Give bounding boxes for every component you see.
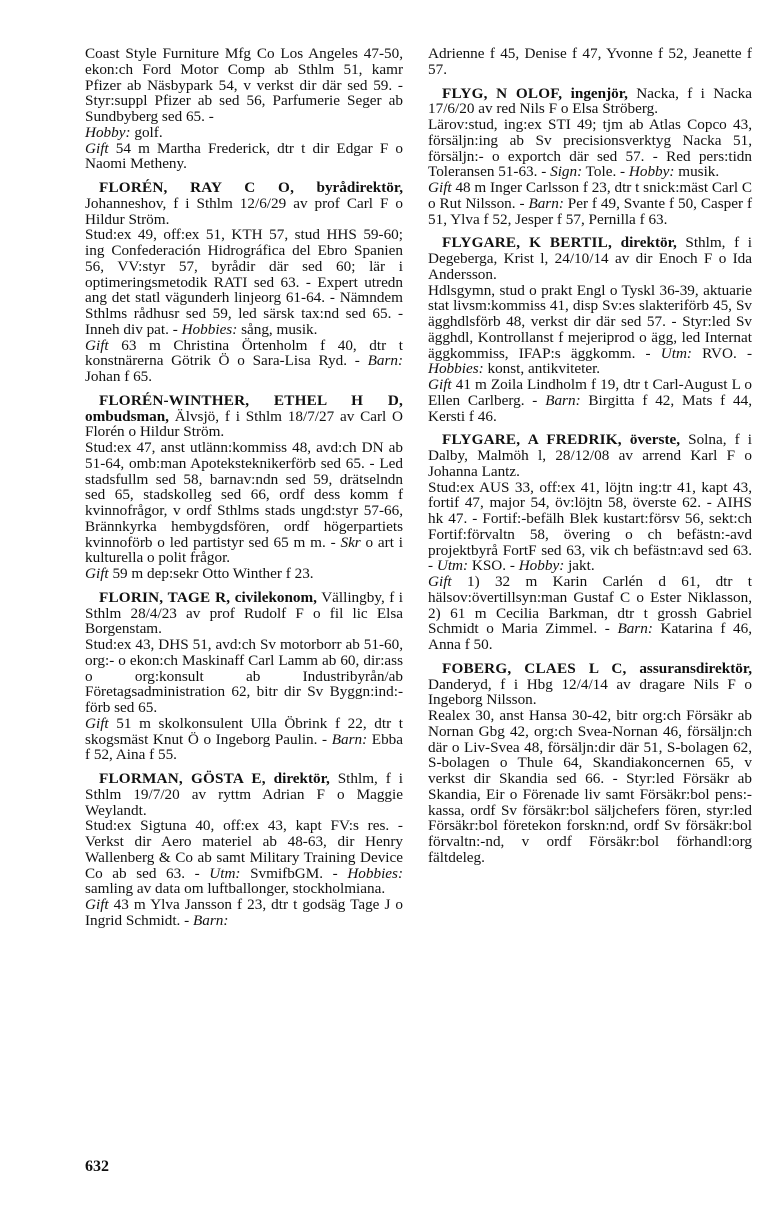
entry-name: FLYGARE, A FREDRIK, [442, 431, 622, 449]
barn-label: Barn: [545, 391, 581, 409]
gift-label: Gift [428, 376, 452, 393]
entry-title: civilekonom, [230, 588, 317, 606]
entry-text: Adrienne f 45, Denise f 47, Yvonne f 52, Jeanette f 57. [428, 45, 752, 78]
gift-text: 54 m Martha Frederick, dtr t dir Edgar F o Naomi Metheny. [85, 139, 403, 173]
entry-title: byrådirektör, [294, 179, 403, 196]
entry-floren-ray [85, 180, 403, 385]
entry-name: FOBERG, CLAES L C, [442, 659, 627, 677]
hobby-text: musik. [674, 163, 720, 181]
barn-text: Katarina f 46, Anna f 50. [428, 620, 752, 653]
entry-body: Lärov:stud, ing:ex STI 49; tjm ab Atlas Copco 43, försäljn:ing ab Sv precisionsverktyg Nacka 51, försäljn:- o exportch där sed 57. - Red pers:tidn Toleransen 51-63. - [428, 116, 752, 181]
entry-body: Stud:ex 43, DHS 51, avd:ch Sv motorborr ab 51-60, org:- o ekon:ch Maskinaff Carl Lamm ab 60, dir:ass o org:konsult ab Industribyrån/ab Företagsadministration 62, bitr dir Sv Byggn:ind:-förb sed 65. [85, 636, 403, 716]
gift-text: 59 m dep:sekr Otto Winther f 23. [108, 565, 314, 582]
entry-title: ingenjör, [562, 84, 628, 102]
gift-text: 1) 32 m Karin Carlén d 61, dtr t hälsov:övertillsyn:man Gustaf C o Ester Niklasson, 2) 61 m Cecilia Barkman, dtr t grossh Gabriel Schmidt o Maria Zimmel. - [428, 573, 752, 638]
hobbies-text: sång, musik. [237, 320, 318, 338]
barn-label: Barn: [193, 911, 229, 929]
entry-continuation [428, 46, 752, 78]
entry-florman [85, 771, 403, 929]
gift-label: Gift [428, 573, 452, 590]
page-number: 632 [85, 1158, 109, 1175]
barn-text: Per f 49, Svante f 50, Casper f 51, Ylva f 52, Jesper f 57, Pernilla f 63. [428, 194, 752, 228]
hobby-label: Hobby: [85, 123, 131, 141]
entry-name: FLORMAN, GÖSTA E, [99, 770, 266, 787]
entry-flyg [428, 86, 752, 228]
entry-title: direktör, [265, 770, 330, 787]
entry-body: Stud:ex AUS 33, off:ex 41, löjtn ing:tr 41, kapt 43, fortif 47, major 54, öv:löjtn 58, överste 62. - AIHS hk 47. - Fortif:-befälh Blek kustart:försv 56, sekt:ch Fortif:förvaltn 58, övering o ch befästn:-avd projektbyrå FortF sed 63, vik ch befästn:avd sed 63. - [428, 478, 752, 575]
utm-label: Utm: [209, 864, 241, 882]
entry-body: Hdlsgymn, stud o prakt Engl o Tyskl 36-39, aktuarie stat livsm:kommiss 41, disp Sv:es slakteriförb 45, Sv ägghdlsförb 48, verkst dir där sed 57. - Styr:led Sv ägghdl, Kontrollanst f mejeriprod o ägg, led Internat äggkommiss, IFAP:s äggkomm. - [428, 281, 752, 362]
barn-label: Barn: [331, 730, 368, 748]
entry-text: Coast Style Furniture Mfg Co Los Angeles 47-50, ekon:ch Ford Motor Comp ab Sthlm 51, kamr Pfizer ab Näsbypark 54, v verkst dir där sed 59. - Styr:suppl Pfizer ab sed 56, Parfumerie Seger ab Sundbyberg sed 65. - [85, 45, 403, 125]
hobbies-label: Hobbies: [181, 320, 238, 338]
utm-text: SvmifbGM. - [240, 864, 338, 882]
entry-name: FLYG, N OLOF, [442, 84, 563, 102]
entry-title: överste, [621, 431, 681, 449]
barn-text: Ebba f 52, Aina f 55. [85, 730, 404, 764]
entry-title: ombudsman, [85, 407, 169, 425]
sign-text: Tole. - [582, 163, 626, 181]
entry-continuation [85, 46, 403, 172]
hobby-label: Hobby: [518, 557, 565, 575]
entry-floren-winther [85, 393, 403, 582]
barn-label: Barn: [617, 620, 653, 638]
entry-intro: Johanneshov, f i Sthlm 12/6/29 av prof Carl F o Hildur Ström. [85, 194, 403, 228]
utm-text: RVO. - [691, 344, 753, 362]
entry-flygare-bertil [428, 235, 752, 424]
entry-title: direktör, [612, 234, 677, 252]
entry-florin-tage [85, 590, 403, 763]
skr-text: o art i kulturella o polit frågor. [85, 533, 403, 567]
gift-text: 48 m Inger Carlsson f 23, dtr t snick:mäst Carl C o Rut Nilsson. - [428, 179, 752, 212]
gift-label: Gift [85, 139, 109, 157]
barn-text: Birgitta f 42, Mats f 44, Kersti f 46. [428, 391, 753, 425]
hobby-text: golf. [130, 123, 163, 141]
entry-body: Stud:ex Sigtuna 40, off:ex 43, kapt FV:s res. - Verkst dir Aero materiel ab 48-63, dir Henry Wallenberg & Co ab samt Military Training Device Co ab sed 63. - [85, 817, 403, 882]
gift-label: Gift [428, 179, 452, 196]
gift-label: Gift [85, 565, 109, 582]
entry-body: Realex 30, anst Hansa 30-42, bitr org:ch Försäkr ab Nornan Gbg 42, org:ch Svea-Nornan 46, försäljn:ch där o Liv-Svea 48, försäljn:dir där 51, S-bolagen 62, S-bolagen o Thule 64, Skandiakoncernen 65, v verkst dir Skandia sed 66. - Styr:led Försäkr ab Skandia, Eir o Förenade liv samt Försäkr:bol pens:-kassa, ordf Sv försäkr:bol säljchefers fören, styr:led Försäkr:bol företekon forskn:nd, ordf Sv försäkr:bol förvaltn:-nd, v ordf Försäkr:bol förhandl:org fältdeleg. [428, 707, 752, 866]
left-column [85, 46, 403, 937]
entry-title: assuransdirektör, [626, 659, 753, 677]
entry-body: Stud:ex 47, anst utlänn:kommiss 48, avd:ch DN ab 51-64, omb:man Apoteksteknikerförb sed 65. - Led stadsfullm sed 58, barnav:ndn sed 59, drätselndn sed 65, stadskolleg sed 66, ordf dess komm f kvinnofrågor, v ordf Sthlms stads ungd:styr 57-66, Brännkyrka hembygdsfören, ordf högerpartiets kvinnoförb o led partistyr sed 65 m m. - [85, 439, 403, 551]
entry-body: Stud:ex 49, off:ex 51, KTH 57, stud HHS 59-60; ing Confederación Hidrográfica del Ebro Spanien 56, VV:styr 57, byrådir där sed 60; lär i optimeringsmetodik RATI sed 63. - Expert utredn ang det statl vägunderh linjeorg 61-64. - Nämndem Sthlms rådhusr sed 59, led särsk tax:nd sed 65. - Inneh div pat. - [85, 226, 403, 338]
utm-label: Utm: [660, 344, 692, 362]
hobbies-label: Hobbies: [428, 360, 484, 378]
entry-intro: Solna, f i Dalby, Malmöh l, 28/12/08 av arrend Karl F o Johanna Lantz. [428, 431, 752, 480]
entry-intro: Sthlm, f i Sthlm 19/7/20 av ryttm Adrian F o Maggie Weylandt. [85, 770, 403, 819]
entry-name: FLORIN, TAGE R, [99, 588, 231, 606]
entry-intro: Nacka, f i Nacka 17/6/20 av red Nils F o Elsa Ströberg. [428, 84, 752, 118]
hobbies-text: konst, antikviteter. [483, 360, 601, 378]
barn-label: Barn: [367, 352, 404, 370]
entry-foberg [428, 661, 752, 866]
entry-name: FLYGARE, K BERTIL, [442, 234, 612, 252]
entry-name: FLORÉN, RAY C O, [99, 179, 295, 196]
gift-text: 63 m Christina Örtenholm f 40, dtr t konstnärerna Götrik Ö o Sara-Lisa Ryd. - [85, 336, 403, 370]
hobbies-label: Hobbies: [347, 864, 404, 882]
entry-name: FLORÉN-WINTHER, ETHEL H D, [99, 391, 403, 409]
hobby-label: Hobby: [628, 163, 675, 181]
gift-text: 51 m skolkonsulent Ulla Öbrink f 22, dtr t skogsmäst Knut Ö o Ingeborg Paulin. - [85, 714, 403, 748]
skr-label: Skr [340, 533, 361, 551]
gift-label: Gift [85, 896, 109, 913]
entry-intro: Vällingby, f i Sthlm 28/4/23 av prof Rudolf F o fil lic Elsa Borgenstam. [85, 588, 403, 638]
entry-intro: Sthlm, f i Degeberga, Krist l, 24/10/14 av dir Enoch F o Ida Andersson. [428, 234, 752, 283]
barn-text: Johan f 65. [85, 368, 153, 385]
utm-text: KSO. - [468, 557, 515, 575]
hobby-text: jakt. [564, 557, 595, 575]
sign-label: Sign: [550, 163, 583, 181]
right-column [428, 46, 752, 874]
utm-label: Utm: [436, 557, 469, 575]
barn-label: Barn: [528, 194, 564, 212]
entry-intro: Danderyd, f i Hbg 12/4/14 av dragare Nils F o Ingeborg Nilsson. [428, 675, 752, 709]
gift-label: Gift [85, 336, 109, 354]
gift-label: Gift [85, 714, 109, 732]
gift-text: 43 m Ylva Jansson f 23, dtr t godsäg Tage J o Ingrid Schmidt. - [85, 896, 403, 929]
entry-flygare-fredrik [428, 432, 752, 653]
hobbies-text: samling av data om luftballonger, stockholmiana. [85, 880, 386, 898]
entry-intro: Älvsjö, f i Sthlm 18/7/27 av Carl O Florén o Hildur Ström. [85, 407, 403, 441]
gift-text: 41 m Zoila Lindholm f 19, dtr t Carl-August L o Ellen Carlberg. - [428, 376, 752, 409]
